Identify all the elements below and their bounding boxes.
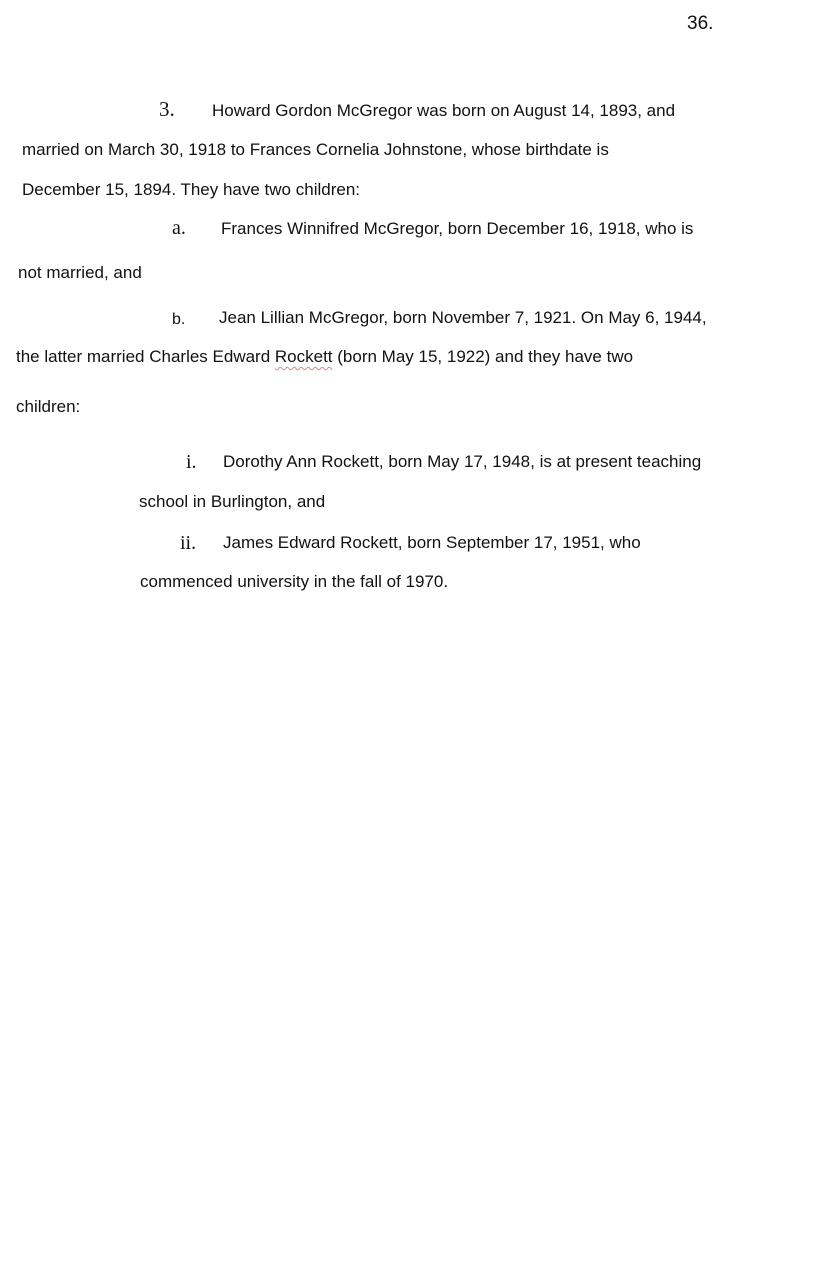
child-b-line-1: Jean Lillian McGregor, born November 7, 1921. On May 6, 1944, (219, 308, 707, 327)
item-3-marker: 3. (159, 97, 175, 121)
child-b-line-2-start: the latter married Charles Edward (16, 347, 275, 366)
child-b-line-2 (16, 347, 633, 367)
item-3-line-3: December 15, 1894. They have two children: (22, 180, 360, 199)
page-number: 36. (687, 13, 714, 34)
spellcheck-underlined-word: Rockett (274, 347, 333, 366)
grandchild-i-marker: i. (186, 451, 197, 473)
child-b-line-2-end: (born May 15, 1922) and they have two (332, 347, 634, 366)
item-3-line-1: Howard Gordon McGregor was born on August 14, 1893, and (212, 101, 676, 120)
child-b-line-3: children: (16, 397, 81, 416)
child-a-marker: a. (172, 217, 186, 239)
grandchild-i-line-1: Dorothy Ann Rockett, born May 17, 1948, is at present teaching (223, 452, 702, 471)
grandchild-ii-line-1: James Edward Rockett, born September 17, 1951, who (223, 533, 641, 552)
child-a-line-2: not married, and (18, 263, 142, 282)
child-a-line-1: Frances Winnifred McGregor, born December 16, 1918, who is (221, 219, 694, 238)
child-b-marker: b. (172, 311, 186, 328)
grandchild-i-line-2: school in Burlington, and (139, 492, 326, 511)
grandchild-ii-marker: ii. (180, 532, 197, 554)
item-3-line-2: married on March 30, 1918 to Frances Cornelia Johnstone, whose birthdate is (22, 140, 609, 159)
grandchild-ii-line-2: commenced university in the fall of 1970. (140, 572, 449, 591)
